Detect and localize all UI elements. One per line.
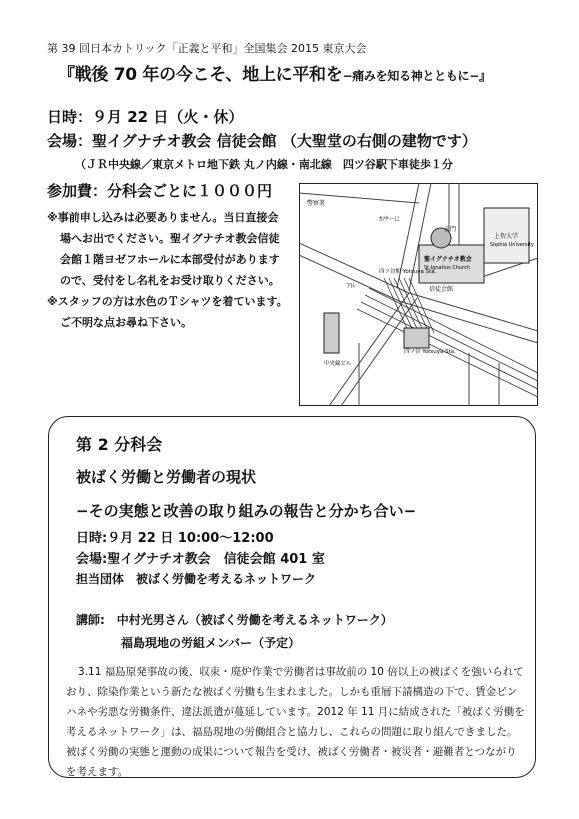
event-venue: 会場：聖イグナチオ教会 信徒会館 （大聖堂の右側の建物です） (47, 132, 477, 150)
session-number: 第 2 分科会 (76, 435, 163, 454)
description-line: ハネや劣悪な労働条件、違法派遣が蔓延しています。2012 年 11 月に結成された「被ばく労働を (66, 706, 525, 718)
map-label-police: 警察署 (307, 200, 326, 207)
note-line: ご不明な点お尋ね下さい。 (60, 316, 192, 329)
lecturer-1: 講師: 中村光男さん（被ばく労働を考えるネットワーク） (76, 613, 393, 627)
session-description (66, 662, 526, 782)
map-label-univ-en: Sophia University (490, 242, 534, 248)
note-line: ので、受付をし名札をお受け取りください。 (60, 274, 280, 287)
map-label-goshiki: ｶﾌｸ一に (379, 216, 401, 223)
description-line: 3.11 福島原発事故の後、収束・廃炉作業で労働者は事故前の 10 倍以上の被ばくを強いられて (78, 666, 524, 678)
session-subtopic: −その実態と改善の取り組みの報告と分かち合い− (76, 502, 417, 520)
title-main: 『戦後 70 年の今こそ、地上に平和を (58, 65, 343, 85)
map-label-bldg: 中央線ビル (324, 361, 352, 367)
map-label-univ-jp: 上智大学 (494, 233, 519, 240)
note-line: 場へお出でください。聖イグナチオ教会信徒 (60, 232, 280, 245)
access-map (299, 183, 538, 406)
session-datetime: 日時:９月 22 日 10:00〜12:00 (76, 531, 274, 546)
map-label-church-en: St.Ignatius Church (424, 265, 471, 271)
description-line: を考えます。 (66, 766, 129, 778)
note-line: ※スタッフの方は水色のＴシャツを着ています。 (47, 295, 288, 308)
access-info: （ＪＲ中央線／東京メトロ地下鉄 丸ノ内線・南北線 四ツ谷駅下車徒歩１分 (75, 158, 453, 171)
map-label-gate: 正門 (444, 226, 457, 233)
session-venue: 会場:聖イグナチオ教会 信徒会館 401 室 (76, 552, 325, 567)
lecturer-2: 福島現地の労組メンバー（予定） (121, 636, 301, 650)
note-line: ※事前申し込みは必要ありません。当日直接会 (47, 211, 279, 224)
session-topic: 被ばく労働と労働者の現状 (76, 468, 257, 486)
session-organizer: 担当団体 被ばく労働を考えるネットワーク (76, 572, 317, 586)
event-header: 第 39 回日本カトリック「正義と平和」全国集会 2015 東京大会 (47, 42, 367, 55)
map-label-hall: 信徒会館 (429, 286, 454, 293)
map-label-atre: ｱﾄﾚ (347, 283, 357, 290)
map-label-church-jp: 聖イグナチオ教会 (424, 256, 472, 263)
description-line: おり、除染作業という新たな被ばく労働も生まれました。しかも重層下請構造の下で、賃金ピン (66, 686, 518, 698)
map-label-yotsuya-2: 四ツ谷 Yotsuya Sta. (404, 349, 456, 355)
description-line: 被ばく労働の実態と運動の成果について報告を受け、被ばく労働者・被災者・避難者とつながり (66, 746, 517, 758)
notes (47, 207, 297, 333)
map-label-station: 四ツ谷駅 Yotsuya Sta. (379, 269, 437, 275)
note-line: 会館１階ヨゼフホールに本部受付があります (60, 253, 280, 266)
event-date: 日時：９月 22 日（火・休） (47, 108, 244, 126)
event-title (58, 60, 491, 85)
title-subtitle: −痛みを知る神とともに−』 (342, 69, 491, 83)
participation-fee: 参加費：分科会ごとに１０００円 (47, 182, 273, 200)
description-line: 考えるネットワーク」は、福島現地の労働組合と協力し、これらの問題に取り組んできました。 (66, 726, 518, 738)
